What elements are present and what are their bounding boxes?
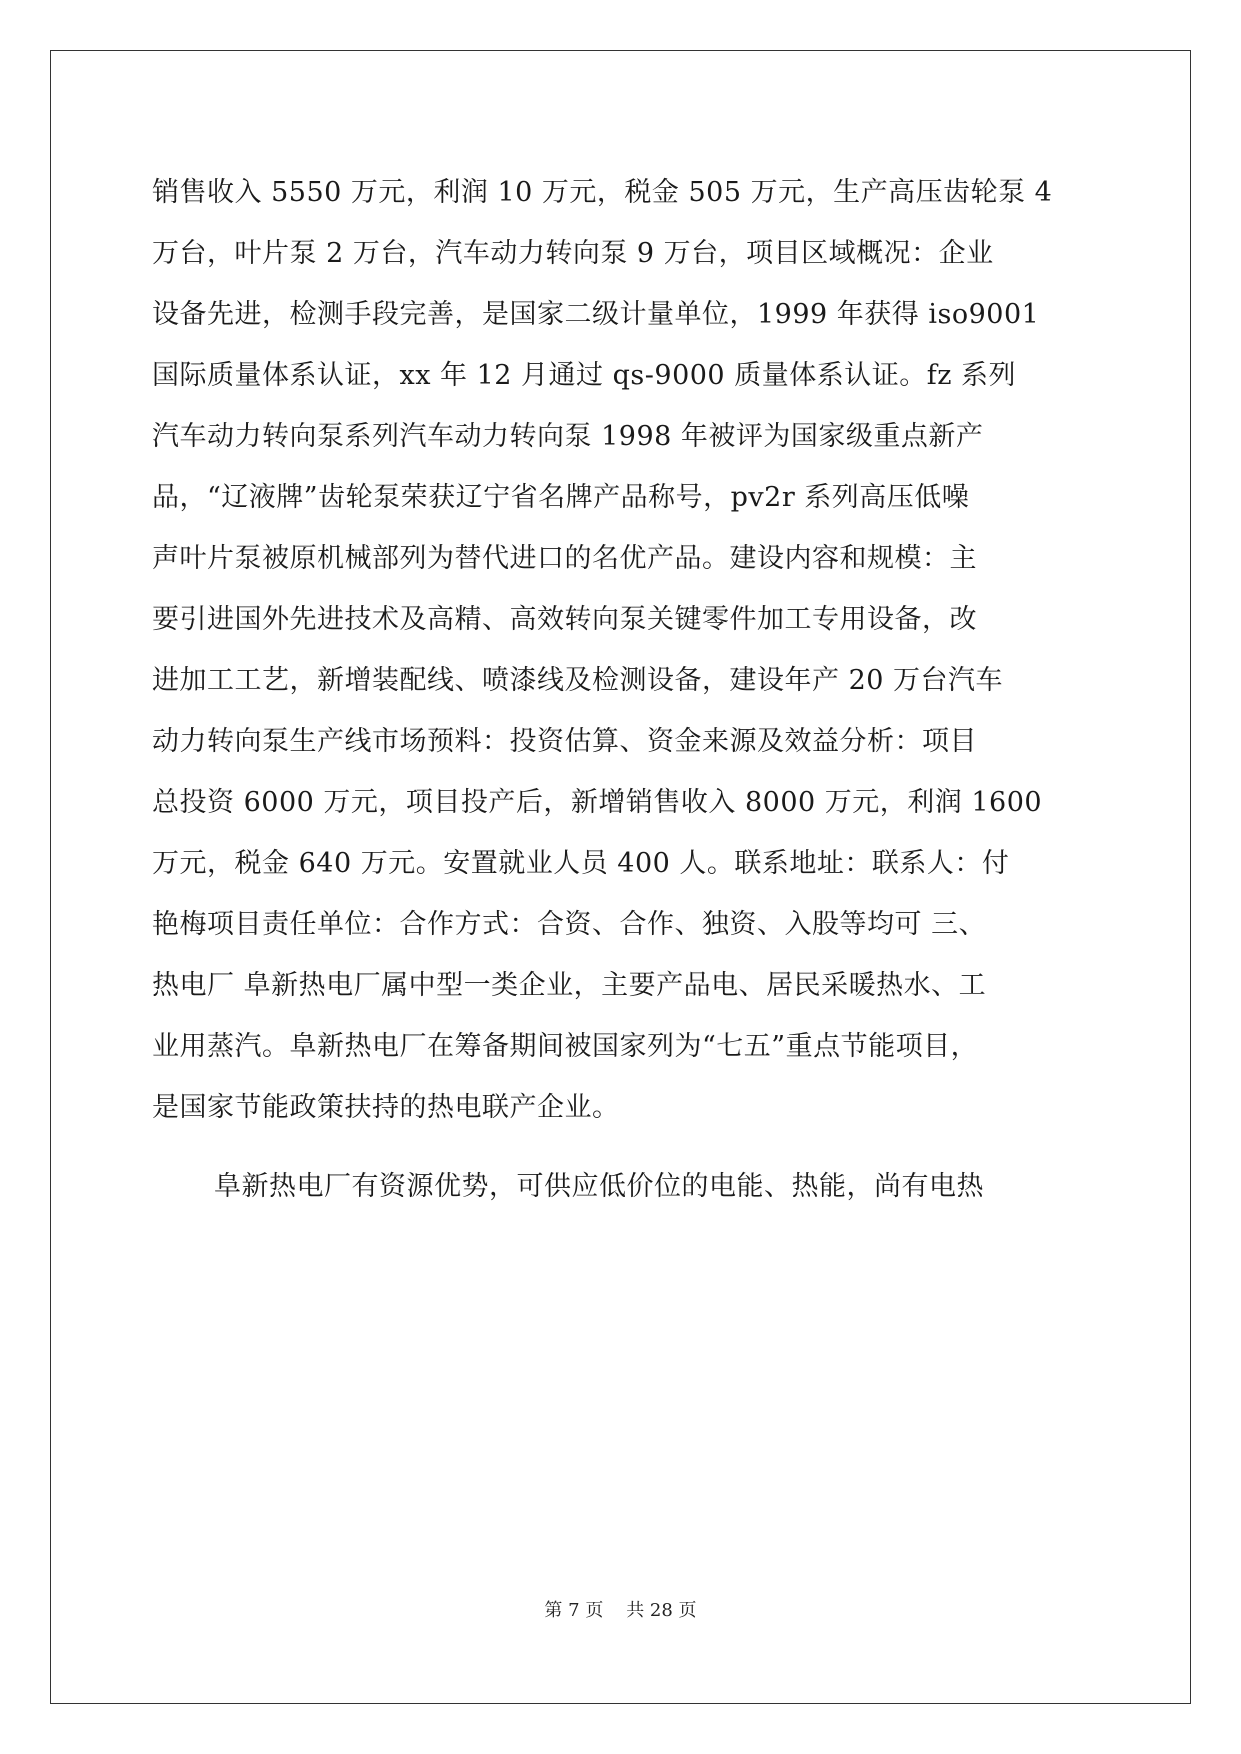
text-line: 动力转向泵生产线市场预料：投资估算、资金来源及效益分析：项目 <box>152 726 977 757</box>
document-body <box>152 162 1092 1217</box>
text-line: 要引进国外先进技术及高精、高效转向泵关键零件加工专用设备，改 <box>152 604 977 635</box>
text-line: 业用蒸汽。阜新热电厂在筹备期间被国家列为“七五”重点节能项目， <box>152 1031 979 1062</box>
text-line: 声叶片泵被原机械部列为替代进口的名优产品。建设内容和规模：主 <box>152 543 977 574</box>
text-line: 汽车动力转向泵系列汽车动力转向泵 1998 年被评为国家级重点新产 <box>152 421 984 452</box>
text-line: 进加工工艺，新增装配线、喷漆线及检测设备，建设年产 20 万台汽车 <box>152 665 1004 696</box>
text-line: 万元，税金 640 万元。安置就业人员 400 人。联系地址：联系人：付 <box>152 848 1010 879</box>
text-line: 热电厂 阜新热电厂属中型一类企业，主要产品电、居民采暖热水、工 <box>152 970 987 1001</box>
text-line: 国际质量体系认证，xx 年 12 月通过 qs-9000 质量体系认证。fz 系列 <box>152 360 1016 391</box>
page-footer <box>0 1596 1241 1622</box>
text-line: 销售收入 5550 万元，利润 10 万元，税金 505 万元，生产高压齿轮泵 4 <box>152 177 1053 208</box>
text-line: 是国家节能政策扶持的热电联产企业。 <box>152 1092 620 1123</box>
text-line: 万台，叶片泵 2 万台，汽车动力转向泵 9 万台，项目区域概况：企业 <box>152 238 994 269</box>
text-line: 总投资 6000 万元，项目投产后，新增销售收入 8000 万元，利润 1600 <box>152 787 1043 818</box>
text-line: 设备先进，检测手段完善，是国家二级计量单位，1999 年获得 iso9001 <box>152 299 1040 330</box>
text-line: 艳梅项目责任单位：合作方式：合资、合作、独资、入股等均可 三、 <box>152 909 987 940</box>
page-number: 第 7 页 共 28 页 <box>544 1600 697 1621</box>
text-line: 品，“辽液牌”齿轮泵荣获辽宁省名牌产品称号，pv2r 系列高压低噪 <box>152 482 970 513</box>
paragraph-start-line: 阜新热电厂有资源优势，可供应低价位的电能、热能，尚有电热 <box>214 1171 984 1202</box>
